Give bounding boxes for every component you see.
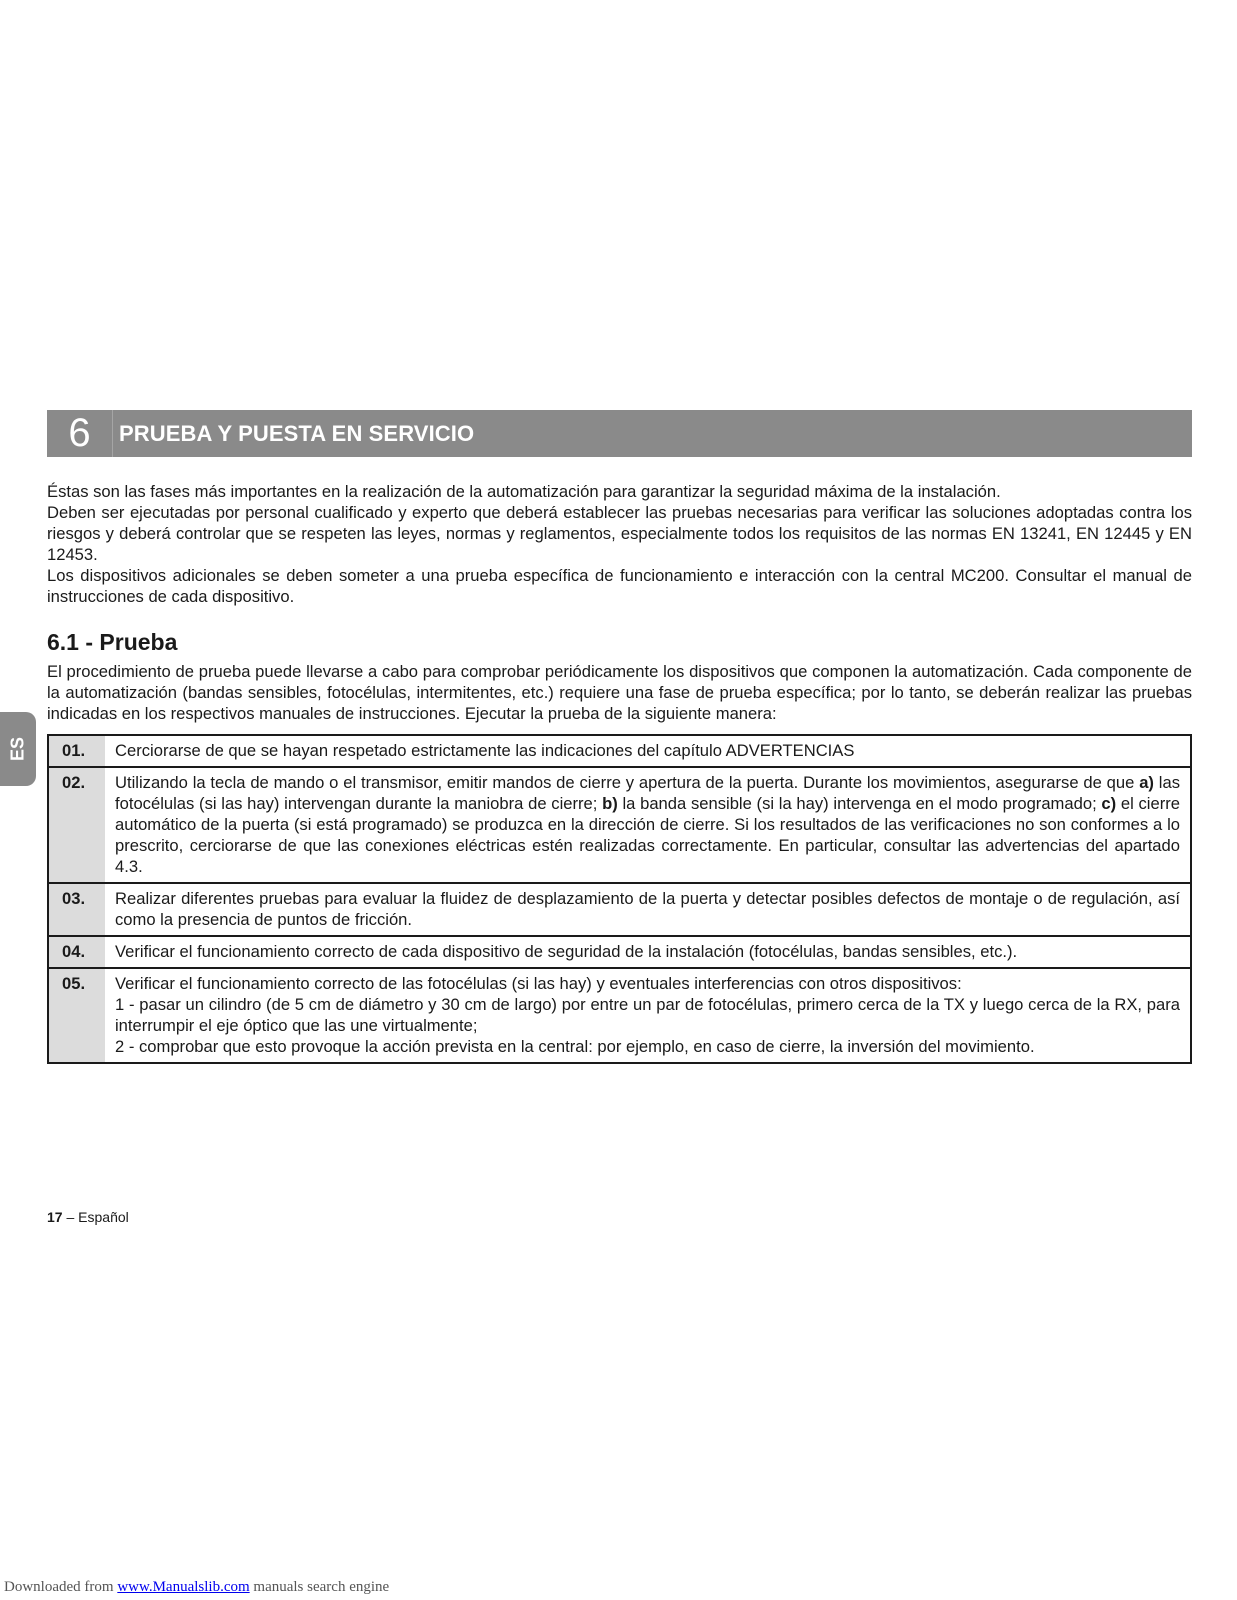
step-line: 2 - comprobar que esto provoque la acción prevista en la central: por ejemplo, en caso de cierre, la inversión del movimiento. [115, 1037, 1035, 1056]
steps-table [47, 734, 1192, 1064]
subsection-title: 6.1 - Prueba [47, 629, 178, 655]
language-tab [0, 712, 36, 786]
table-row [48, 767, 1191, 883]
step-number: 03. [48, 883, 105, 936]
step-text: Verificar el funcionamiento correcto de cada dispositivo de seguridad de la instalación (fotocélulas, bandas sensibles, etc.). [105, 936, 1191, 968]
section-header [47, 410, 1192, 457]
step-number: 01. [48, 735, 105, 767]
step-number: 05. [48, 968, 105, 1063]
step-text-segment: la banda sensible (si la hay) intervenga en el modo programado; [617, 794, 1102, 813]
step-text-segment: las fotocélulas (si las hay) intervengan durante la maniobra de cierre; [115, 773, 1180, 813]
table-row [48, 968, 1191, 1063]
step-text: Realizar diferentes pruebas para evaluar la fluidez de desplazamiento de la puerta y detectar posibles defectos de montaje o de regulación, así como la presencia de puntos de fricción. [105, 883, 1191, 936]
step-number: 02. [48, 767, 105, 883]
table-row [48, 936, 1191, 968]
language-tab-label: ES [7, 736, 28, 762]
step-text [105, 767, 1191, 883]
step-marker: c) [1101, 794, 1117, 813]
section-title: PRUEBA Y PUESTA EN SERVICIO [119, 420, 475, 446]
intro-paragraph: Los dispositivos adicionales se deben someter a una prueba específica de funcionamiento e interacción con la central MC200. Consultar el manual de instrucciones de cada dispositivo. [47, 566, 1192, 606]
step-line: 1 - pasar un cilindro (de 5 cm de diámetro y 30 cm de largo) por entre un par de fotocélulas, primero cerca de la TX y luego cerca de la RX, para interrumpir el eje óptico que las une virtualmente; [115, 995, 1180, 1035]
download-note [4, 1579, 389, 1596]
table-row [48, 735, 1191, 767]
subsection-intro: El procedimiento de prueba puede llevarse a cabo para comprobar periódicamente los dispositivos que componen la automatización. Cada componente de la automatización (bandas sensibles, fotocélulas, intermitentes, etc.) requiere una fase de prueba específica; por lo tanto, se deberán realizar las pruebas indicadas en los respectivos manuales de instrucciones. Ejecutar la prueba de la siguiente manera: [47, 662, 1192, 723]
download-prefix: Downloaded from [4, 1579, 118, 1595]
intro-text [47, 481, 1192, 607]
step-marker: a) [1139, 773, 1154, 792]
footer-separator: – [62, 1209, 79, 1225]
step-number: 04. [48, 936, 105, 968]
intro-paragraph: Éstas son las fases más importantes en la realización de la automatización para garantizar la seguridad máxima de la instalación. [47, 482, 1001, 501]
manualslib-link[interactable]: www.Manualslib.com [117, 1579, 250, 1595]
page-footer [47, 1209, 129, 1225]
step-marker: b) [602, 794, 618, 813]
step-text-segment: Utilizando la tecla de mando o el transmisor, emitir mandos de cierre y apertura de la puerta. Durante los movimientos, asegurarse de que [115, 773, 1140, 792]
step-text: Cerciorarse de que se hayan respetado estrictamente las indicaciones del capítulo ADVERTENCIAS [115, 741, 855, 760]
section-number: 6 [47, 410, 113, 457]
page-number: 17 [47, 1209, 63, 1225]
intro-paragraph: Deben ser ejecutadas por personal cualificado y experto que deberá establecer las pruebas necesarias para verificar las soluciones adoptadas contra los riesgos y deberá controlar que se respeten las leyes, normas y reglamentos, especialmente todos los requisitos de las normas EN 13241, EN 12445 y EN 12453. [47, 503, 1192, 564]
table-row [48, 883, 1191, 936]
step-text [105, 968, 1191, 1063]
step-line: Verificar el funcionamiento correcto de las fotocélulas (si las hay) y eventuales interferencias con otros dispositivos: [115, 974, 962, 993]
download-suffix: manuals search engine [249, 1579, 390, 1595]
step-text-segment: el cierre automático de la puerta (si está programado) se produzca en la dirección de cierre. Si los resultados de las verificaciones no son conformes a lo prescrito, cerciorarse de que las conexiones eléctricas estén realizadas correctamente. En particular, consultar las advertencias del apartado 4.3. [115, 794, 1180, 876]
footer-language: Español [78, 1209, 129, 1225]
